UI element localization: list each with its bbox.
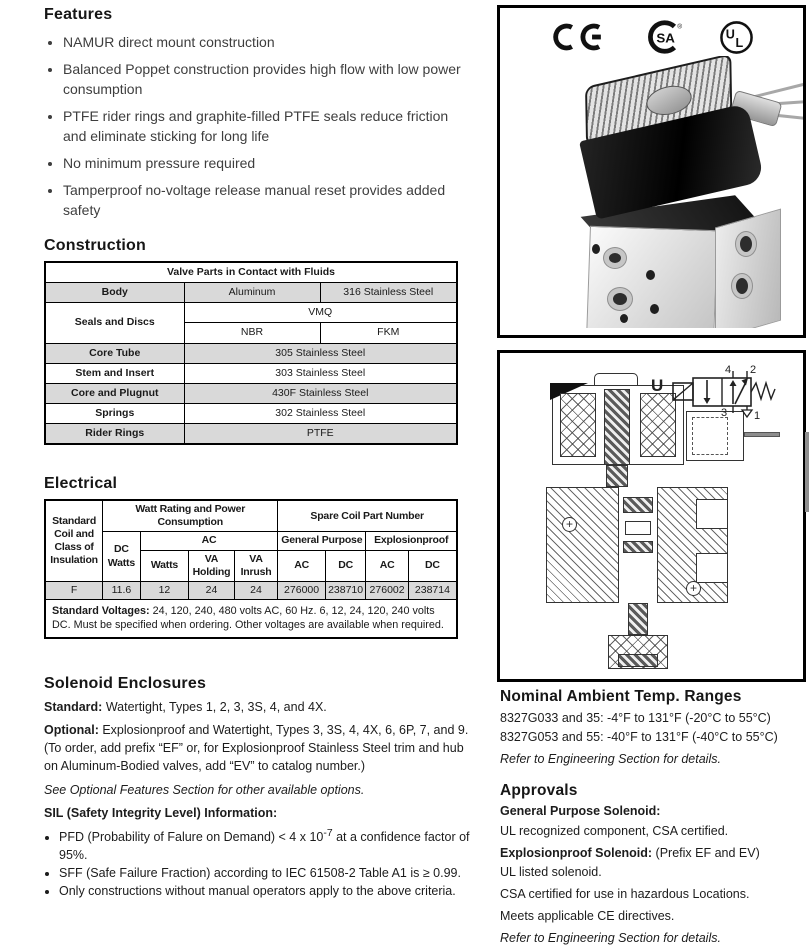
enclosures-title: Solenoid Enclosures	[44, 675, 207, 692]
row-label-body: Body	[45, 283, 184, 303]
row-label-springs: Springs	[45, 403, 184, 423]
row-label-stem: Stem and Insert	[45, 363, 184, 383]
col-header-va-holding: VA Holding	[189, 550, 235, 581]
feature-item: • PTFE rider rings and graphite-filled PTFE seals reduce friction and eliminate sticking for long life	[63, 106, 472, 146]
construction-title: Construction	[44, 237, 146, 254]
cell: 276002	[366, 581, 409, 599]
svg-text:U: U	[725, 26, 735, 41]
poppet-spacer	[625, 521, 651, 535]
cell: Aluminum	[184, 283, 320, 303]
poppet-upper	[623, 497, 653, 513]
svg-text:4: 4	[725, 364, 732, 376]
approvals-gp-label	[500, 802, 806, 820]
screw: +	[562, 517, 577, 532]
table-row	[45, 262, 457, 283]
port	[604, 248, 626, 268]
ce-mark-icon	[549, 22, 607, 52]
temp-range-line: 8327G033 and 35: -4°F to 131°F (-20°C to 55°C)	[500, 711, 771, 725]
cell: F	[45, 581, 103, 599]
table-row	[45, 383, 457, 403]
certification-logos	[500, 18, 803, 56]
sil-pfd-pre: PFD (Probability of Falure on Demand) < 4 x 10	[59, 829, 324, 844]
col-header-dc-watts: DC Watts	[103, 532, 140, 581]
svg-text:1: 1	[754, 410, 761, 422]
approvals-note: Refer to Engineering Section for details.	[500, 931, 721, 946]
enclosures-see-note: See Optional Features Section for other available options.	[44, 782, 365, 797]
row-label-rider: Rider Rings	[45, 424, 184, 445]
optional-label: Optional:	[44, 723, 99, 738]
table-row	[45, 581, 457, 599]
col-group-explosionproof: Explosionproof	[366, 532, 457, 550]
table-row	[45, 303, 457, 323]
stem-upper	[606, 465, 628, 487]
body-port	[696, 499, 728, 529]
product-photo-box	[497, 5, 806, 338]
mount-hole	[646, 270, 655, 280]
col-group-general-purpose: General Purpose	[278, 532, 366, 550]
product-photo	[500, 56, 803, 328]
enclosures-optional	[44, 721, 472, 775]
left-column	[44, 6, 472, 900]
temp-range-line: 8327G053 and 55: -40°F to 131°F (-40°C to 55°C)	[500, 730, 778, 745]
col-header-gp-ac: AC	[278, 550, 326, 581]
col-header-ep-dc: DC	[408, 550, 457, 581]
gp-label: General Purpose Solenoid:	[500, 804, 661, 819]
svg-text:®: ®	[677, 23, 683, 31]
cell: 238714	[408, 581, 457, 599]
col-header-ep-ac: AC	[366, 550, 409, 581]
sil-item-sff: • SFF (Safe Failure Fraction) according to IEC 61508-2 Table A1 is ≥ 0.99.	[59, 864, 472, 882]
sil-title: SIL (Safety Integrity Level) Information:	[44, 805, 278, 820]
cell: NBR	[184, 323, 320, 343]
manual-reset-base	[618, 654, 658, 667]
temp-ranges-title: Nominal Ambient Temp. Ranges	[500, 688, 742, 705]
svg-text:U: U	[651, 376, 664, 395]
body-port	[696, 553, 728, 583]
ep-suffix: (Prefix EF and EV)	[652, 845, 760, 860]
cell: FKM	[320, 323, 457, 343]
row-label-seals: Seals and Discs	[45, 303, 184, 343]
row-label-plugnut: Core and Plugnut	[45, 383, 184, 403]
sil-item-manual: • Only constructions without manual operators apply to the above criteria.	[59, 882, 472, 900]
row-label-core-tube: Core Tube	[45, 343, 184, 363]
cell: 302 Stainless Steel	[184, 403, 457, 423]
valve-body-right	[715, 209, 781, 328]
feature-item: • NAMUR direct mount construction	[63, 32, 472, 52]
electrical-title: Electrical	[44, 475, 118, 493]
features-list	[46, 32, 472, 220]
approvals-line: CSA certified for use in hazardous Locations.	[500, 886, 750, 901]
sil-pfd-sup: -7	[323, 827, 333, 839]
flow-symbol	[649, 363, 799, 425]
footnote-text: 24, 120, 240, 480 volts AC, 60 Hz. 6, 12, 24, 120, 240 volts DC. Must be specified when ordering. Other voltages are available when required.	[52, 604, 444, 632]
sil-list	[44, 825, 472, 900]
footnote-label: Standard Voltages:	[52, 604, 150, 617]
table-row	[45, 363, 457, 383]
enclosures-standard	[44, 698, 472, 716]
feature-item: • Balanced Poppet construction provides high flow with low power consumption	[63, 59, 472, 99]
port	[732, 274, 752, 298]
mount-hole	[620, 314, 628, 323]
feature-item: • No minimum pressure required	[63, 153, 472, 173]
approvals-ep-label	[500, 844, 806, 862]
table-footnote	[45, 599, 457, 638]
poppet-lower	[623, 541, 653, 553]
col-group-ac: AC	[140, 532, 278, 550]
scrollbar-thumb[interactable]	[805, 432, 809, 512]
temp-note: Refer to Engineering Section for details.	[500, 752, 721, 767]
table-row	[45, 532, 457, 550]
cell: 316 Stainless Steel	[320, 283, 457, 303]
col-header-va-inrush: VA Inrush	[234, 550, 278, 581]
col-header-watts: Watts	[140, 550, 189, 581]
feature-item: • Tamperproof no-voltage release manual reset provides added safety	[63, 180, 472, 220]
cell: 24	[189, 581, 235, 599]
cross-section-box	[497, 350, 806, 682]
cell: 11.6	[103, 581, 140, 599]
table-row	[45, 500, 457, 532]
port	[736, 232, 756, 256]
table-row	[45, 403, 457, 423]
cell: PTFE	[184, 424, 457, 445]
screw: +	[686, 581, 701, 596]
right-text-column	[500, 688, 806, 947]
coil-winding-left	[560, 393, 596, 457]
cell: 303 Stainless Steel	[184, 363, 457, 383]
svg-text:L: L	[735, 35, 744, 50]
table-row	[45, 424, 457, 445]
cell: 305 Stainless Steel	[184, 343, 457, 363]
sil-item-pfd	[59, 825, 472, 864]
approvals-line: Meets applicable CE directives.	[500, 909, 675, 923]
core-assembly	[604, 389, 630, 465]
optional-text: Explosionproof and Watertight, Types 3, 3S, 4, 4X, 6, 6P, 7, and 9. (To order, add prefix “EF” or, for Explosionproof Stainless Steel trim and hub on Aluminum-Bodied valves, add “EV” to catalog number.)	[44, 723, 469, 774]
construction-table-header: Valve Parts in Contact with Fluids	[45, 262, 457, 283]
ul-logo-icon	[719, 20, 754, 55]
mount-hole	[650, 304, 659, 314]
svg-text:SA: SA	[656, 30, 675, 46]
col-group-spare-coil: Spare Coil Part Number	[278, 500, 457, 532]
approvals-gp-text: UL recognized component, CSA certified.	[500, 823, 729, 838]
col-header-gp-dc: DC	[325, 550, 365, 581]
sil-pfd-post: at a confidence factor of 95%.	[59, 829, 470, 862]
table-row	[45, 283, 457, 303]
ep-label: Explosionproof Solenoid:	[500, 845, 653, 860]
approvals-title: Approvals	[500, 782, 578, 800]
port	[608, 288, 632, 310]
cell: 276000	[278, 581, 326, 599]
cross-section-drawing	[500, 353, 803, 679]
csa-logo-icon	[643, 17, 683, 57]
col-group-watt-rating: Watt Rating and Power Consumption	[103, 500, 278, 532]
connector-pin	[744, 432, 780, 437]
cell: 430F Stainless Steel	[184, 383, 457, 403]
standard-text: Watertight, Types 1, 2, 3, 3S, 4, and 4X.	[102, 700, 327, 714]
construction-table	[44, 261, 458, 445]
standard-label: Standard:	[44, 700, 103, 714]
mount-hole	[592, 244, 600, 254]
col-header-standard-coil: Standard Coil and Class of Insulation	[45, 500, 103, 581]
cell: 12	[140, 581, 189, 599]
svg-text:2: 2	[750, 364, 757, 376]
table-row	[45, 343, 457, 363]
features-title: Features	[44, 6, 113, 23]
approvals-line: UL listed solenoid.	[500, 864, 602, 879]
svg-text:3: 3	[721, 407, 728, 419]
stem-lower	[628, 603, 648, 635]
cell: 238710	[325, 581, 365, 599]
electrical-table	[44, 499, 458, 639]
cell: VMQ	[184, 303, 457, 323]
table-row	[45, 599, 457, 638]
cell: 24	[234, 581, 278, 599]
